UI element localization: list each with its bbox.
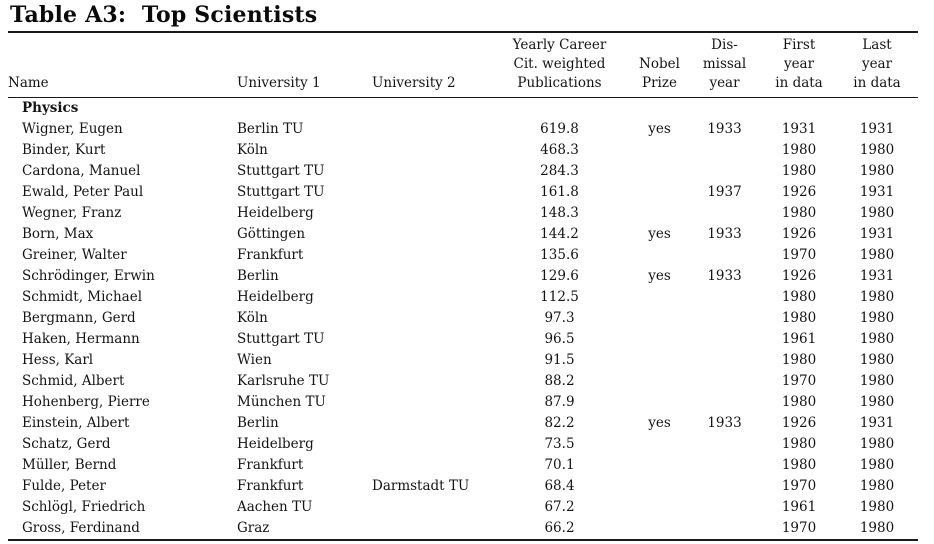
section-row-physics [8, 98, 918, 120]
cell-first-year: 1961 [781, 499, 817, 515]
table-row [8, 287, 918, 308]
cell-publications: 91.5 [544, 352, 575, 368]
cell-university1: Stuttgart TU [237, 184, 325, 200]
cell-first-year: 1926 [781, 268, 817, 284]
cell-name: Hess, Karl [22, 352, 94, 368]
cell-name: Wigner, Eugen [22, 121, 123, 137]
cell-name: Cardona, Manuel [22, 163, 141, 179]
cell-last-year: 1980 [859, 163, 895, 179]
header-publications-line2: Cit. weighted [513, 56, 606, 72]
cell-university1: Köln [237, 310, 268, 326]
table-row [8, 518, 918, 540]
cell-university2 [372, 497, 487, 518]
cell-last-year: 1931 [859, 415, 895, 431]
empty-cell [762, 98, 836, 120]
cell-dismissal-year: 1937 [707, 184, 742, 200]
cell-nobel-prize [632, 455, 687, 476]
cell-university2 [372, 182, 487, 203]
empty-cell [687, 98, 762, 120]
cell-nobel-prize [632, 518, 687, 540]
cell-nobel-prize [632, 476, 687, 497]
cell-university1: Berlin TU [237, 121, 304, 137]
cell-publications: 619.8 [540, 121, 579, 137]
cell-name: Schrödinger, Erwin [22, 268, 155, 284]
cell-dismissal-year [687, 434, 762, 455]
cell-first-year: 1980 [781, 457, 817, 473]
empty-cell [487, 98, 632, 120]
cell-first-year: 1980 [781, 436, 817, 452]
header-first-year-line2: year [783, 56, 815, 72]
cell-university1: München TU [237, 394, 326, 410]
column-header-first-year [762, 32, 836, 98]
table-row [8, 371, 918, 392]
cell-last-year: 1931 [859, 268, 895, 284]
cell-nobel-prize [632, 434, 687, 455]
header-university1-label: University 1 [237, 75, 321, 91]
cell-last-year: 1980 [859, 520, 895, 536]
cell-name: Hohenberg, Pierre [22, 394, 150, 410]
cell-last-year: 1980 [859, 247, 895, 263]
cell-dismissal-year [687, 518, 762, 540]
cell-first-year: 1926 [781, 184, 817, 200]
cell-dismissal-year: 1933 [707, 121, 742, 137]
cell-nobel-prize: yes [648, 121, 671, 137]
cell-last-year: 1980 [859, 142, 895, 158]
header-last-year-line2: year [861, 56, 893, 72]
cell-name: Bergmann, Gerd [22, 310, 136, 326]
header-nobel-line1: Nobel [639, 56, 680, 72]
table-row [8, 266, 918, 287]
cell-dismissal-year [687, 308, 762, 329]
table-row [8, 119, 918, 140]
top-scientists-table [8, 31, 918, 541]
column-header-university1 [237, 32, 372, 98]
cell-publications: 82.2 [544, 415, 575, 431]
header-dismissal-line3: year [709, 75, 740, 91]
cell-university1: Heidelberg [237, 289, 314, 305]
header-row [8, 32, 918, 98]
cell-university2 [372, 287, 487, 308]
header-nobel-line2: Prize [642, 75, 677, 91]
cell-dismissal-year [687, 287, 762, 308]
column-header-university2 [372, 32, 487, 98]
cell-publications: 129.6 [540, 268, 579, 284]
cell-university1: Wien [237, 352, 272, 368]
cell-first-year: 1961 [781, 331, 817, 347]
cell-nobel-prize [632, 329, 687, 350]
cell-university1: Köln [237, 142, 268, 158]
cell-first-year: 1970 [781, 247, 817, 263]
cell-nobel-prize [632, 350, 687, 371]
cell-university1: Karlsruhe TU [237, 373, 330, 389]
table-row [8, 161, 918, 182]
cell-university2 [372, 518, 487, 540]
column-header-last-year [836, 32, 918, 98]
cell-university1: Heidelberg [237, 205, 314, 221]
cell-first-year: 1980 [781, 310, 817, 326]
cell-last-year: 1931 [859, 226, 895, 242]
cell-publications: 87.9 [544, 394, 575, 410]
cell-dismissal-year [687, 392, 762, 413]
cell-last-year: 1980 [859, 394, 895, 410]
cell-dismissal-year [687, 497, 762, 518]
cell-university1: Frankfurt [237, 247, 304, 263]
cell-university2 [372, 119, 487, 140]
cell-university2 [372, 140, 487, 161]
header-name-label: Name [8, 75, 49, 91]
cell-publications: 88.2 [544, 373, 575, 389]
column-header-name [8, 32, 237, 98]
empty-cell [836, 98, 918, 120]
table-row [8, 350, 918, 371]
cell-publications: 284.3 [540, 163, 579, 179]
cell-university1: Heidelberg [237, 436, 314, 452]
cell-name: Wegner, Franz [22, 205, 122, 221]
cell-nobel-prize: yes [648, 226, 671, 242]
cell-name: Fulde, Peter [22, 478, 106, 494]
cell-dismissal-year: 1933 [707, 415, 742, 431]
cell-university1: Berlin [237, 415, 279, 431]
cell-last-year: 1980 [859, 310, 895, 326]
cell-name: Gross, Ferdinand [22, 520, 140, 536]
header-university2-label: University 2 [372, 75, 456, 91]
cell-name: Schlögl, Friedrich [22, 499, 146, 515]
cell-publications: 161.8 [540, 184, 579, 200]
cell-name: Müller, Bernd [22, 457, 117, 473]
cell-last-year: 1980 [859, 289, 895, 305]
cell-university2: Darmstadt TU [372, 478, 470, 494]
cell-name: Born, Max [22, 226, 94, 242]
table-row [8, 245, 918, 266]
cell-first-year: 1926 [781, 415, 817, 431]
cell-last-year: 1931 [859, 184, 895, 200]
header-publications-line3: Publications [517, 75, 602, 91]
cell-name: Einstein, Albert [22, 415, 130, 431]
cell-university2 [372, 455, 487, 476]
header-first-year-line3: in data [775, 75, 823, 91]
cell-dismissal-year [687, 350, 762, 371]
cell-name: Schatz, Gerd [22, 436, 111, 452]
cell-university2 [372, 161, 487, 182]
header-last-year-line3: in data [853, 75, 901, 91]
cell-dismissal-year [687, 140, 762, 161]
cell-publications: 73.5 [544, 436, 575, 452]
cell-last-year: 1980 [859, 373, 895, 389]
cell-university2 [372, 245, 487, 266]
cell-publications: 112.5 [540, 289, 579, 305]
cell-university2 [372, 266, 487, 287]
cell-nobel-prize [632, 308, 687, 329]
cell-last-year: 1980 [859, 331, 895, 347]
section-label: Physics [22, 100, 79, 116]
cell-nobel-prize [632, 392, 687, 413]
cell-university2 [372, 392, 487, 413]
cell-university1: Göttingen [237, 226, 306, 242]
cell-university2 [372, 224, 487, 245]
cell-last-year: 1980 [859, 205, 895, 221]
header-first-year-line1: First [782, 37, 816, 53]
cell-university2 [372, 371, 487, 392]
cell-last-year: 1980 [859, 436, 895, 452]
cell-dismissal-year [687, 371, 762, 392]
cell-university1: Frankfurt [237, 457, 304, 473]
table-row [8, 224, 918, 245]
cell-dismissal-year [687, 476, 762, 497]
cell-nobel-prize: yes [648, 268, 671, 284]
cell-first-year: 1980 [781, 352, 817, 368]
cell-university1: Frankfurt [237, 478, 304, 494]
cell-last-year: 1931 [859, 121, 895, 137]
cell-first-year: 1980 [781, 163, 817, 179]
table-row [8, 497, 918, 518]
cell-last-year: 1980 [859, 457, 895, 473]
cell-first-year: 1926 [781, 226, 817, 242]
cell-university2 [372, 308, 487, 329]
cell-university1: Stuttgart TU [237, 331, 325, 347]
cell-first-year: 1980 [781, 394, 817, 410]
table-row [8, 140, 918, 161]
header-dismissal-line2: missal [702, 56, 747, 72]
empty-cell [632, 98, 687, 120]
cell-nobel-prize [632, 287, 687, 308]
table-row [8, 308, 918, 329]
cell-nobel-prize [632, 371, 687, 392]
cell-nobel-prize [632, 245, 687, 266]
empty-cell [372, 98, 487, 120]
cell-publications: 97.3 [544, 310, 575, 326]
column-header-dismissal [687, 32, 762, 98]
cell-name: Schmidt, Michael [22, 289, 143, 305]
cell-name: Schmid, Albert [22, 373, 125, 389]
header-last-year-line1: Last [862, 37, 892, 53]
cell-dismissal-year [687, 161, 762, 182]
cell-dismissal-year [687, 455, 762, 476]
cell-university2 [372, 434, 487, 455]
table-title: Table A3: Top Scientists [10, 2, 318, 28]
cell-dismissal-year [687, 245, 762, 266]
cell-publications: 68.4 [544, 478, 575, 494]
cell-first-year: 1980 [781, 205, 817, 221]
cell-last-year: 1980 [859, 499, 895, 515]
cell-university1: Aachen TU [237, 499, 313, 515]
table-row [8, 455, 918, 476]
cell-nobel-prize [632, 161, 687, 182]
cell-publications: 468.3 [540, 142, 579, 158]
cell-first-year: 1980 [781, 289, 817, 305]
cell-first-year: 1970 [781, 373, 817, 389]
cell-dismissal-year: 1933 [707, 268, 742, 284]
cell-publications: 96.5 [544, 331, 575, 347]
table-row [8, 434, 918, 455]
column-header-publications [487, 32, 632, 98]
cell-university1: Stuttgart TU [237, 163, 325, 179]
cell-publications: 135.6 [540, 247, 579, 263]
cell-publications: 66.2 [544, 520, 575, 536]
table-header [8, 32, 918, 98]
cell-name: Greiner, Walter [22, 247, 127, 263]
cell-name: Ewald, Peter Paul [22, 184, 144, 200]
header-dismissal-line1: Dis- [711, 37, 738, 53]
cell-university2 [372, 413, 487, 434]
table-row [8, 392, 918, 413]
cell-first-year: 1970 [781, 520, 817, 536]
column-header-nobel [632, 32, 687, 98]
table-row [8, 413, 918, 434]
cell-name: Binder, Kurt [22, 142, 106, 158]
cell-nobel-prize [632, 182, 687, 203]
cell-name: Haken, Hermann [22, 331, 140, 347]
header-publications-line1: Yearly Career [512, 37, 607, 53]
cell-nobel-prize: yes [648, 415, 671, 431]
empty-cell [237, 98, 372, 120]
cell-dismissal-year [687, 203, 762, 224]
cell-publications: 144.2 [540, 226, 579, 242]
cell-university1: Berlin [237, 268, 279, 284]
cell-nobel-prize [632, 497, 687, 518]
table-row [8, 329, 918, 350]
cell-university2 [372, 329, 487, 350]
table-row [8, 476, 918, 497]
cell-first-year: 1931 [781, 121, 817, 137]
table-body [8, 98, 918, 541]
cell-first-year: 1980 [781, 142, 817, 158]
cell-last-year: 1980 [859, 352, 895, 368]
cell-nobel-prize [632, 203, 687, 224]
cell-publications: 67.2 [544, 499, 575, 515]
cell-nobel-prize [632, 140, 687, 161]
cell-dismissal-year: 1933 [707, 226, 742, 242]
cell-publications: 148.3 [540, 205, 579, 221]
cell-last-year: 1980 [859, 478, 895, 494]
cell-dismissal-year [687, 329, 762, 350]
table-row [8, 203, 918, 224]
cell-university2 [372, 350, 487, 371]
cell-publications: 70.1 [544, 457, 575, 473]
cell-university1: Graz [237, 520, 270, 536]
cell-university2 [372, 203, 487, 224]
cell-first-year: 1970 [781, 478, 817, 494]
table-row [8, 182, 918, 203]
